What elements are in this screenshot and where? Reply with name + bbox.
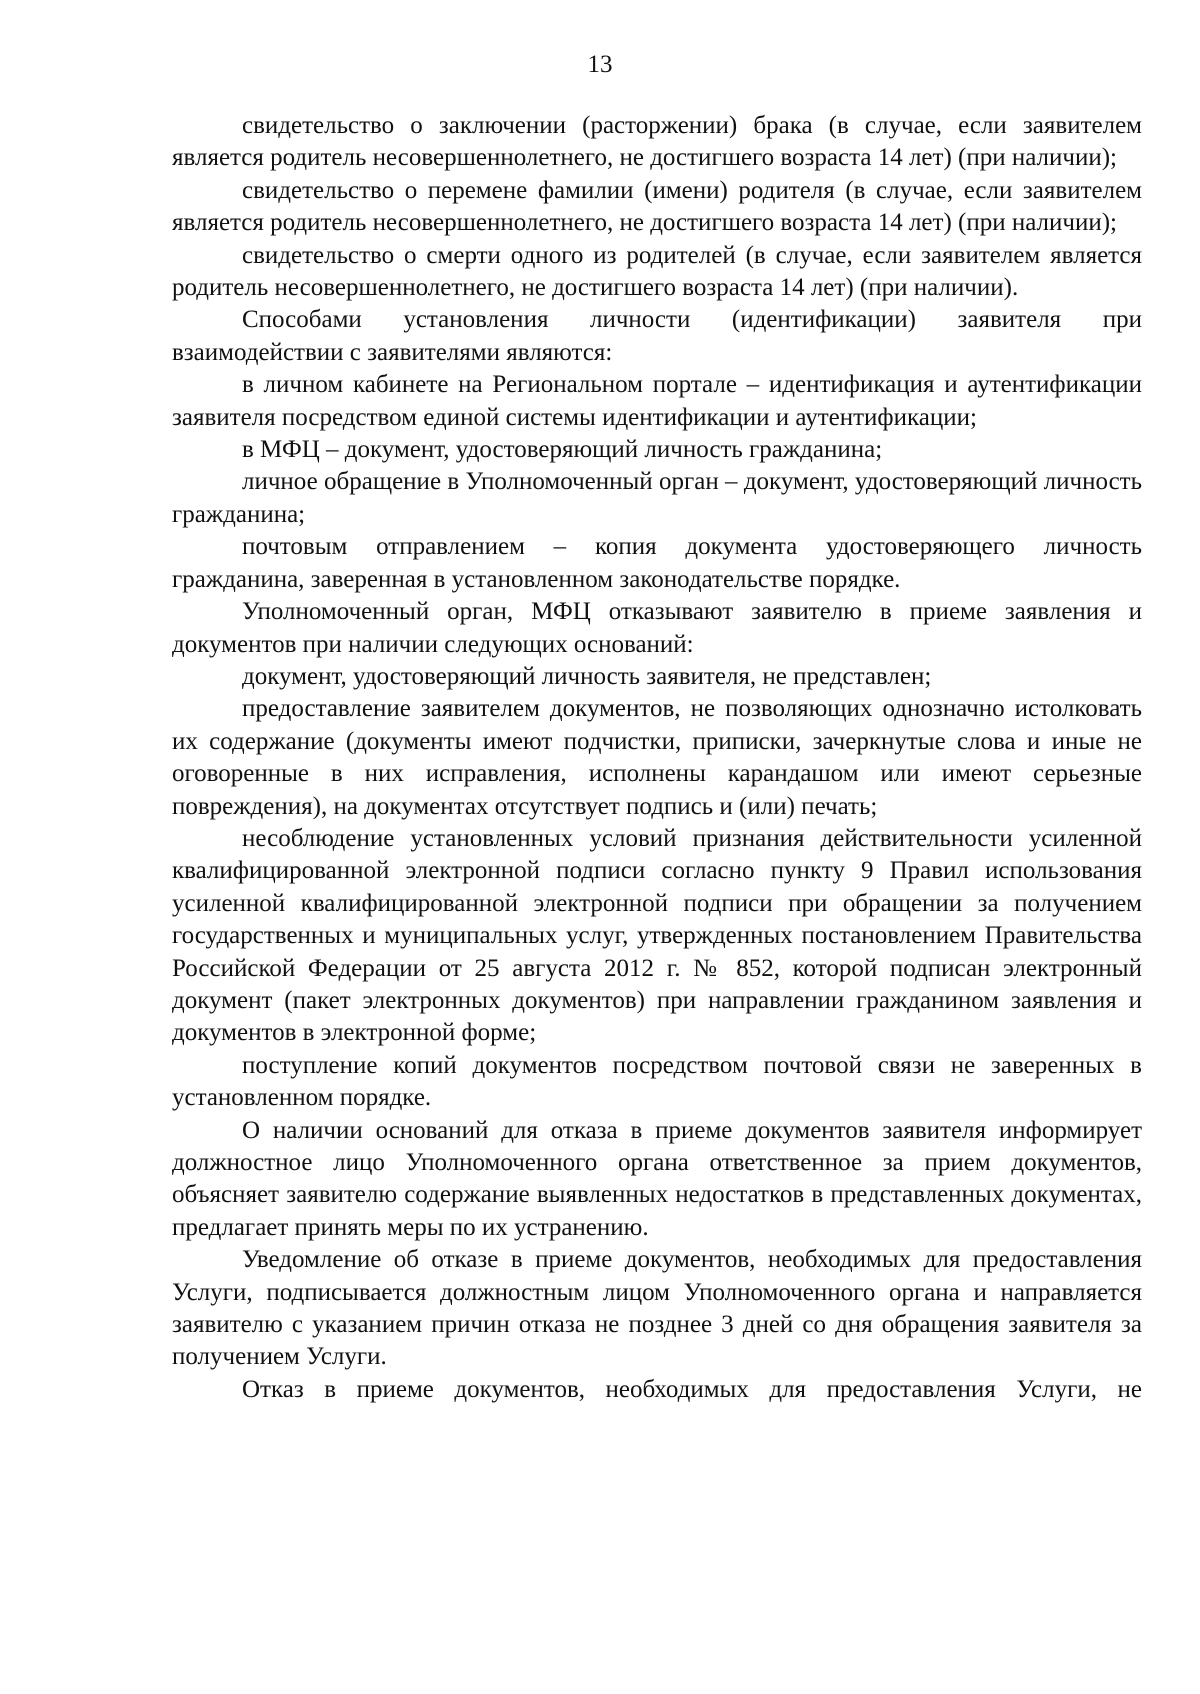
- paragraph-no-identity-document: документ, удостоверяющий личность заявителя, не представлен;: [242, 662, 932, 690]
- paragraph-name-change-certificate: свидетельство о перемене фамилии (имени) родителя (в случае, если заявителем является родитель несовершеннолетнего, не достигшего возраста 14 лет) (при наличии);: [172, 176, 1142, 237]
- paragraph-marriage-certificate: свидетельство о заключении (расторжении) брака (в случае, если заявителем является родитель несовершеннолетнего, не достигшего возраста 14 лет) (при наличии);: [172, 112, 1142, 172]
- paragraph-electronic-signature: несоблюдение установленных условий признания действительности усиленной квалифицированной электронной подписи согласно пункту 9 Правил использования усиленной квалифицированной электронной подписи при обращении за получением государственных и муниципальных услуг, утвержденных постановлением Правительства Российской Федерации от 25 августа 2012 г. № 852, которой подписан электронный документ (пакет электронных документов) при направлении гражданином заявления и документов в электронной форме;: [172, 824, 1142, 1047]
- paragraph-identification-methods: Способами установления личности (идентификации) заявителя при взаимодействии с заявителями являются:: [172, 306, 1142, 366]
- paragraph-ambiguous-documents: предоставление заявителем документов, не позволяющих однозначно истолковать их содержание (документы имеют подчистки, приписки, зачеркнутые слова и иные не оговоренные в них исправления, исполнены карандашом или имеют серьезные повреждения), на документах отсутствует подпись и (или) печать;: [172, 695, 1142, 820]
- document-body: [172, 110, 1142, 1406]
- paragraph-uncertified-copies: поступление копий документов посредством почтовой связи не заверенных в установленном порядке.: [172, 1051, 1142, 1112]
- paragraph-refusal-notice: Уведомление об отказе в приеме документов, необходимых для предоставления Услуги, подписывается должностным лицом Уполномоченного органа и направляется заявителю с указанием причин отказа не позднее 3 дней со дня обращения заявителя за получением Услуги.: [172, 1246, 1142, 1371]
- paragraph-regional-portal: в личном кабинете на Региональном портале – идентификация и аутентификации заявителя посредством единой системы идентификации и аутентификации;: [172, 371, 1142, 431]
- paragraph-official-informs: О наличии оснований для отказа в приеме документов заявителя информирует должностное лицо Уполномоченного органа ответственное за прием документов, объясняет заявителю содержание выявленных недостатков в представленных документах, предлагает принять меры по их устранению.: [172, 1116, 1142, 1241]
- paragraph-personal-visit: личное обращение в Уполномоченный орган – документ, удостоверяющий личность гражданина;: [172, 468, 1142, 528]
- paragraph-death-certificate: свидетельство о смерти одного из родителей (в случае, если заявителем является родитель несовершеннолетнего, не достигшего возраста 14 лет) (при наличии).: [172, 241, 1142, 302]
- page-number: 13: [587, 51, 613, 78]
- paragraph-postal: почтовым отправлением – копия документа удостоверяющего личность гражданина, заверенная в установленном законодательстве порядке.: [172, 533, 1142, 593]
- paragraph-refusal-grounds: Уполномоченный орган, МФЦ отказывают заявителю в приеме заявления и документов при наличии следующих оснований:: [172, 598, 1142, 658]
- paragraph-refusal-continued: Отказ в приеме документов, необходимых для предоставления Услуги, не: [242, 1375, 1142, 1403]
- paragraph-mfc: в МФЦ – документ, удостоверяющий личность гражданина;: [242, 436, 883, 464]
